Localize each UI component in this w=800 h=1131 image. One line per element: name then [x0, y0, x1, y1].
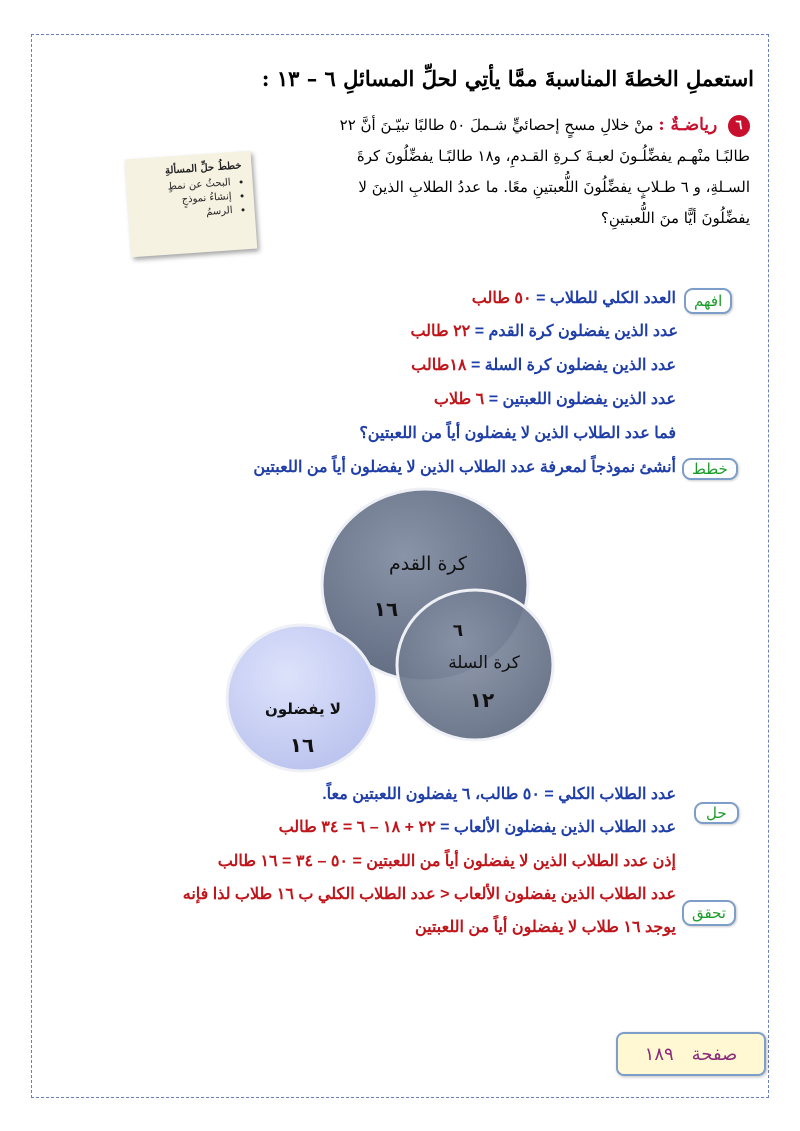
strategy-item: • الرسمُ — [138, 204, 233, 225]
problem-topic: رياضـةٌ : — [658, 115, 718, 135]
tag-understand: افهم — [684, 288, 732, 314]
page-label: صفحة — [691, 1043, 738, 1065]
exercise-heading: استعملِ الخطةَ المناسبةَ ممَّا يأتِي لحلِّ المسائلِ ٦ – ١٣ : — [261, 66, 754, 91]
plan-text: أنشئ نموذجاً لمعرفة عدد الطلاب الذين لا يفضلون أياً من اللعبتين — [253, 459, 676, 476]
venn-football-only: ١٦ — [373, 597, 399, 621]
strategy-item: • إنشاءُ نموذجٍ — [137, 190, 232, 211]
venn-basketball-label: كرة السلة — [448, 653, 520, 673]
page-number: ١٨٩ — [644, 1043, 674, 1065]
problem-text: منْ خلالِ مسحٍ إحصائيٍّ شـملَ ٥٠ طالبًا تبيّـنَ أنَّ ٢٢ طالبًـا منْهـم يفضِّلُـونَ لعبـةَ كـرةِ القـدمِ، و١٨ طالبًـا يفضِّلُونَ كرةَ السـلةِ، و ٦ طـلابٍ يفضِّلُونَ اللُّعبتينِ معًا. ما عددُ الطلابِ الذينَ لا يفضِّلُونَ أيًّا منَ اللُّعبتينِ؟ — [339, 116, 750, 227]
understand-total: العدد الكلي للطلاب = ٥٠ طالب — [471, 290, 676, 307]
venn-both: ٦ — [452, 621, 464, 641]
venn-neither-value: ١٦ — [289, 733, 315, 757]
venn-football-label: كرة القدم — [389, 553, 467, 575]
venn-neither-label: لا يفضلون — [265, 700, 341, 718]
solve-line-1: عدد الطلاب الكلي = ٥٠ طالب، ٦ يفضلون اللعبتين معاً. — [322, 786, 676, 803]
understand-both: عدد الذين يفضلون اللعبتين = ٦ طلاب — [433, 391, 676, 408]
check-line-2: يوجد ١٦ طلاب لا يفضلون أياً من اللعبتين — [414, 919, 676, 936]
strategies-title: خططُ حلِّ المسألةِ — [164, 160, 242, 177]
understand-basketball: عدد الذين يفضلون كرة السلة = ١٨طالب — [411, 357, 676, 374]
understand-football: عدد الذين يفضلون كرة القدم = ٢٢ طالب — [410, 323, 678, 340]
venn-basketball-only: ١٢ — [469, 688, 495, 712]
solve-line-3: إذن عدد الطلاب الذين لا يفضلون أياً من اللعبتين = ٥٠ – ٣٤ = ١٦ طالب — [217, 853, 676, 870]
tag-solve: حل — [694, 802, 739, 824]
strategy-item: • البحثُ عن نمطٍ — [136, 176, 231, 197]
understand-question: فما عدد الطلاب الذين لا يفضلون أياً من اللعبتين؟ — [359, 425, 676, 442]
tag-check: تحقق — [682, 900, 736, 926]
solve-line-2: عدد الطلاب الذين يفضلون الألعاب = ٢٢ + ١٨ – ٦ = ٣٤ طالب — [278, 819, 676, 836]
problem-number-badge: ٦ — [728, 115, 750, 137]
page-number-box — [616, 1032, 766, 1076]
check-line-1: عدد الطلاب الذين يفضلون الألعاب < عدد الطلاب الكلي ب ١٦ طلاب لذا فإنه — [182, 886, 676, 903]
tag-plan: خطط — [682, 458, 738, 480]
